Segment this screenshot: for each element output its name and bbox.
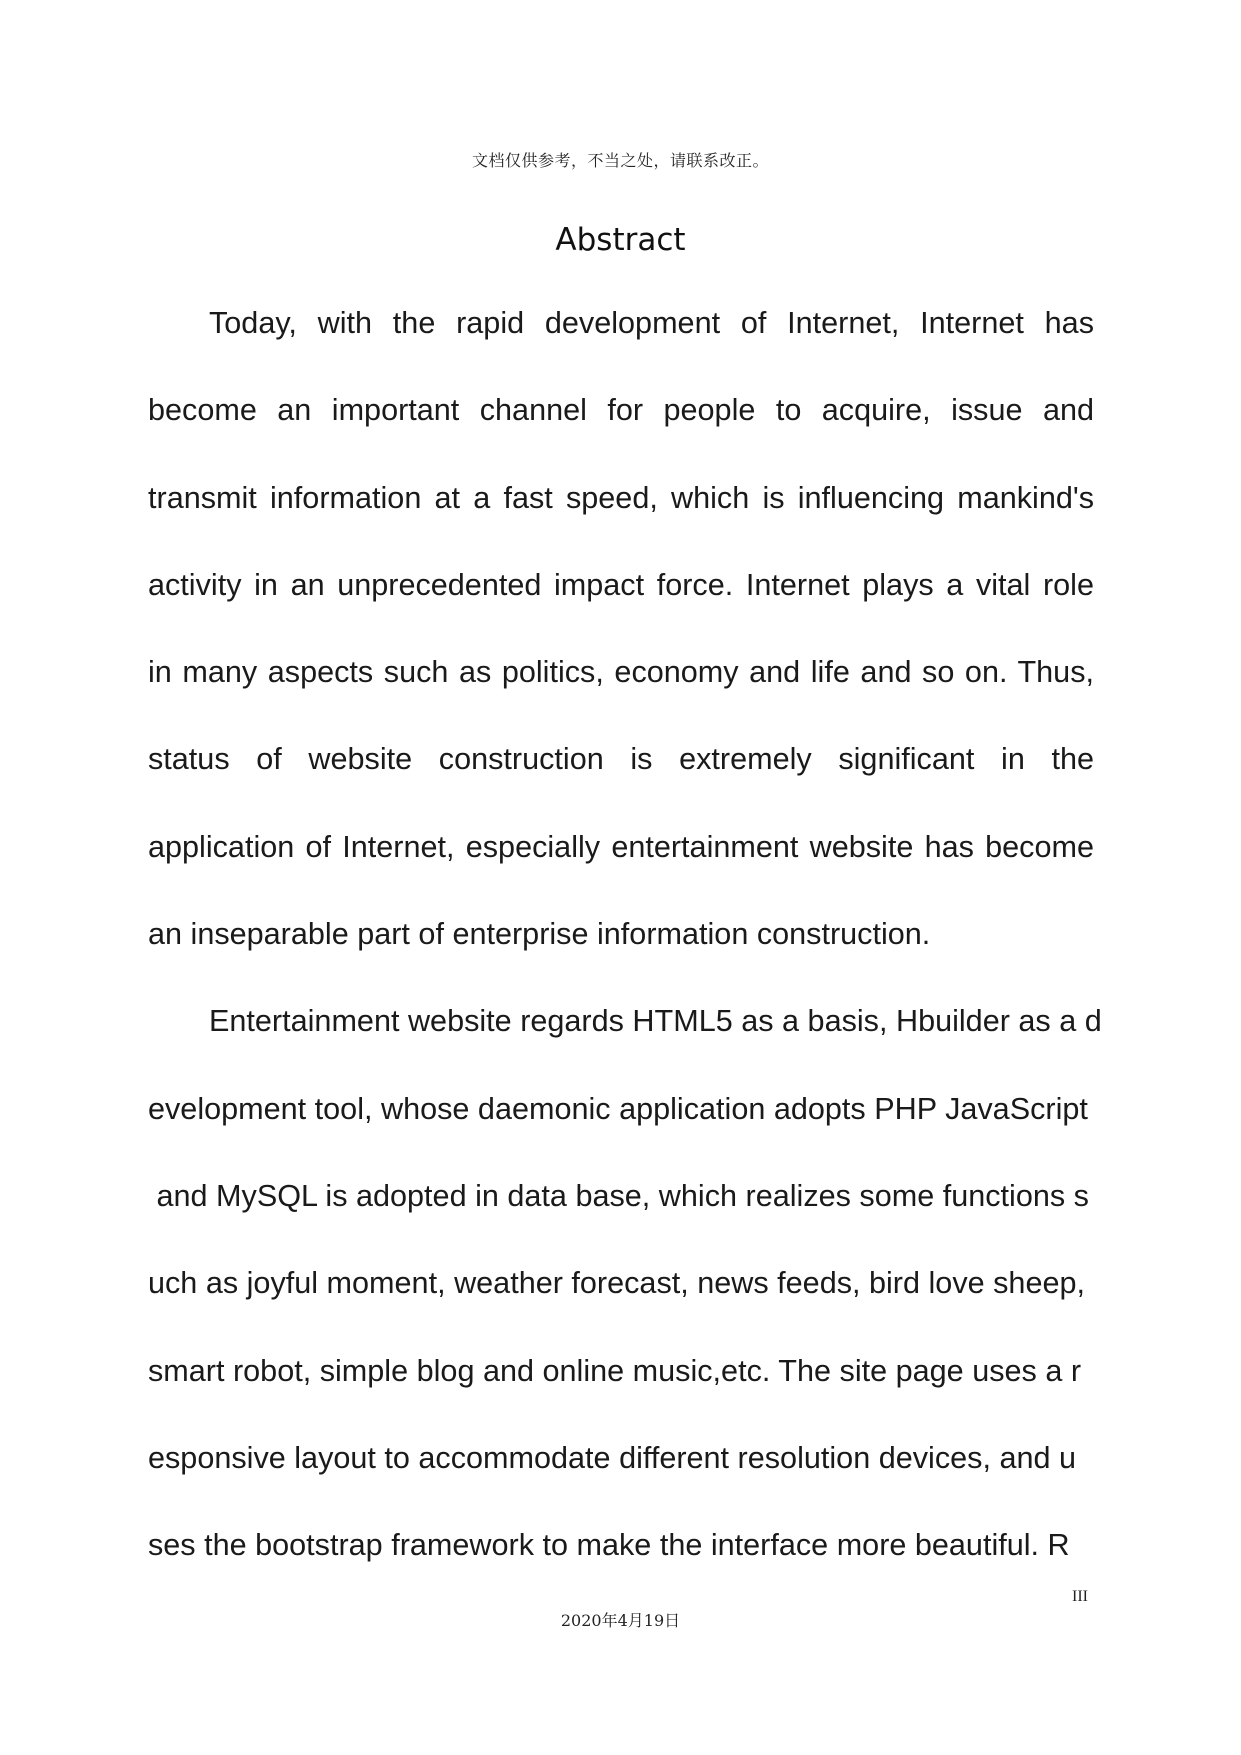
paragraph-2-line-7: ses the bootstrap framework to make the interface more beautiful. R	[148, 1528, 1070, 1563]
paragraph-1-line-5: in many aspects such as politics, economy and life and so on. Thus,	[148, 655, 1094, 690]
paragraph-2-line-5: smart robot, simple blog and online music,etc. The site page uses a r	[148, 1353, 1082, 1388]
paragraph-1-line-8: an inseparable part of enterprise information construction.	[148, 917, 931, 952]
footer-date: 2020年4月19日	[560, 1611, 681, 1630]
paragraph-1-line-1: Today, with the rapid development of Internet, Internet has	[209, 306, 1094, 340]
header-disclaimer: 文档仅供参考，不当之处，请联系改正。	[471, 151, 769, 170]
abstract-body	[148, 280, 1102, 1589]
paragraph-2-line-6: esponsive layout to accommodate different resolution devices, and u	[148, 1440, 1077, 1475]
paragraph-1-line-2: become an important channel for people to acquire, issue and	[148, 393, 1094, 428]
paragraph-1-line-7: application of Internet, especially entertainment website has become	[148, 829, 1094, 864]
paragraph-2-line-4: uch as joyful moment, weather forecast, news feeds, bird love sheep,	[148, 1266, 1085, 1301]
paragraph-2-line-3: and MySQL is adopted in data base, which realizes some functions s	[148, 1178, 1089, 1213]
paragraph-1-line-4: activity in an unprecedented impact force. Internet plays a vital role	[148, 567, 1094, 602]
paragraph-2-line-1: Entertainment website regards HTML5 as a basis, Hbuilder as a d	[209, 1004, 1102, 1039]
abstract-title: Abstract	[555, 222, 686, 258]
paragraph-2-line-2: evelopment tool, whose daemonic application adopts PHP JavaScript	[148, 1091, 1088, 1126]
paragraph-1-line-6: status of website construction is extremely significant in the	[148, 742, 1094, 777]
page-number: III	[1072, 1588, 1088, 1605]
paragraph-1-line-3: transmit information at a fast speed, which is influencing mankind's	[148, 480, 1094, 515]
